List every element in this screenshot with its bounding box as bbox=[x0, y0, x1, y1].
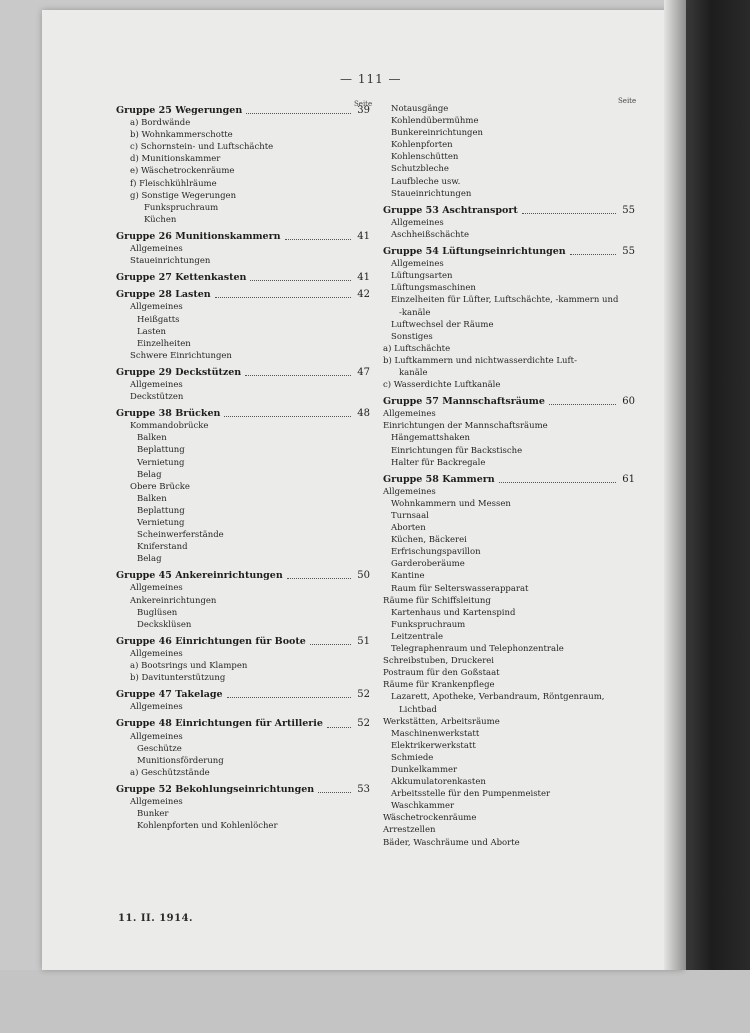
group-title: Gruppe 46 Einrichtungen für Boote bbox=[116, 635, 306, 647]
toc-subitem: b) Wohnkammerschotte bbox=[130, 130, 233, 141]
toc-subitem: Allgemeines bbox=[383, 486, 436, 497]
toc-subitem: a) Bordwände bbox=[130, 118, 191, 129]
group-title: Gruppe 26 Munitionskammern bbox=[116, 230, 281, 242]
toc-subitem: Aschheißschächte bbox=[391, 229, 469, 240]
toc-subitem: Laufbleche usw. bbox=[391, 176, 461, 187]
toc-subitem: Turnsaal bbox=[391, 511, 429, 521]
toc-subitem: Arbeitsstelle für den Pumpenmeister bbox=[391, 789, 551, 800]
page-reference: 50 bbox=[357, 570, 370, 582]
toc-subitem: Allgemeines bbox=[130, 379, 183, 390]
group-title: Gruppe 28 Lasten bbox=[116, 289, 211, 301]
group-title: Gruppe 38 Brücken bbox=[116, 408, 221, 420]
toc-subitem: Maschinenwerkstatt bbox=[391, 728, 480, 739]
group-title: Gruppe 53 Aschtransport bbox=[383, 204, 518, 216]
toc-subitem: Munitionsförderung bbox=[137, 755, 224, 766]
toc-subitem: Belag bbox=[137, 469, 162, 480]
toc-subitem: Aborten bbox=[391, 523, 426, 534]
toc-subitem: -kanäle bbox=[399, 307, 431, 318]
toc-subitem: Schwere Einrichtungen bbox=[130, 350, 232, 361]
toc-subitem: Allgemeines bbox=[130, 302, 183, 313]
toc-subitem: Raum für Selterswasserapparat bbox=[391, 583, 529, 594]
toc-subitem: Deckstützen bbox=[130, 392, 184, 403]
toc-subitem: Schutzbleche bbox=[391, 164, 449, 175]
group-title: Gruppe 27 Kettenkasten bbox=[116, 272, 247, 284]
toc-subitem: Bunker bbox=[137, 809, 169, 820]
toc-subitem: Halter für Backregale bbox=[391, 457, 486, 468]
toc-subitem: Einrichtungen für Backstische bbox=[391, 445, 523, 456]
toc-subitem: Balken bbox=[137, 433, 167, 444]
toc-group-heading bbox=[383, 474, 635, 486]
toc-subitem: Schmiede bbox=[391, 752, 434, 763]
page-reference: 61 bbox=[622, 473, 635, 485]
toc-subitem: Lasten bbox=[137, 326, 166, 337]
toc-subitem: b) Luftkammern und nichtwasserdichte Luft- bbox=[383, 355, 577, 366]
group-title: Gruppe 58 Kammern bbox=[383, 473, 495, 485]
toc-subitem: Dunkelkammer bbox=[391, 764, 458, 775]
toc-subitem: a) Bootsrings und Klampen bbox=[130, 661, 248, 672]
toc-group-heading bbox=[383, 205, 635, 217]
toc-subitem: Kommandobrücke bbox=[130, 421, 209, 432]
dot-leader bbox=[224, 416, 351, 417]
toc-subitem: Allgemeines bbox=[130, 583, 183, 594]
toc-subitem: a) Luftschächte bbox=[383, 343, 451, 354]
toc-subitem: Notausgänge bbox=[391, 104, 449, 114]
toc-subitem: Sonstiges bbox=[391, 331, 433, 342]
toc-subitem: Allgemeines bbox=[391, 217, 444, 228]
toc-group-heading bbox=[116, 289, 370, 301]
page-reference: 39 bbox=[357, 105, 370, 116]
toc-subitem: Leitzentrale bbox=[391, 631, 444, 642]
toc-group-heading bbox=[116, 570, 370, 582]
toc-group-heading bbox=[116, 105, 370, 117]
toc-subitem: Allgemeines bbox=[130, 702, 183, 713]
page-reference: 42 bbox=[357, 289, 370, 301]
group-title: Gruppe 25 Wegerungen bbox=[116, 105, 243, 116]
toc-subitem: Kohlenpforten bbox=[391, 140, 453, 151]
toc-subitem: Wohnkammern und Messen bbox=[391, 498, 511, 509]
toc-subitem: Räume für Schiffsleitung bbox=[383, 595, 491, 606]
toc-subitem: Allgemeines bbox=[391, 259, 444, 270]
seite-label-left: Seite bbox=[354, 100, 373, 108]
dot-leader bbox=[246, 113, 351, 114]
toc-group-heading bbox=[116, 367, 370, 379]
dot-leader bbox=[227, 697, 351, 698]
toc-subitem: Vernietung bbox=[137, 518, 185, 528]
group-title: Gruppe 48 Einrichtungen für Artillerie bbox=[116, 718, 323, 730]
toc-subitem: Vernietung bbox=[137, 457, 185, 468]
toc-subitem: Kohlenschütten bbox=[391, 152, 459, 163]
footer-date: 11. II. 1914. bbox=[118, 913, 194, 924]
dot-leader bbox=[570, 254, 616, 255]
toc-subitem: Kohlenpforten und Kohlenlöcher bbox=[137, 821, 278, 832]
toc-subitem: Werkstätten, Arbeitsräume bbox=[383, 716, 500, 727]
toc-group-heading bbox=[116, 689, 370, 701]
page-reference: 41 bbox=[357, 272, 370, 284]
toc-subitem: Räume für Krankenpflege bbox=[383, 680, 495, 691]
toc-subitem: Staueinrichtungen bbox=[391, 188, 472, 199]
dot-leader bbox=[522, 213, 616, 214]
dot-leader bbox=[245, 375, 351, 376]
page-reference: 53 bbox=[357, 783, 370, 795]
group-title: Gruppe 57 Mannschaftsräume bbox=[383, 396, 545, 408]
group-title: Gruppe 54 Lüftungseinrichtungen bbox=[383, 246, 566, 258]
toc-subitem: Kohlendübermühme bbox=[391, 116, 479, 127]
dot-leader bbox=[285, 239, 351, 240]
page-reference: 51 bbox=[357, 635, 370, 647]
dot-leader bbox=[215, 297, 351, 298]
page-reference: 55 bbox=[622, 246, 635, 258]
toc-subitem: Heißgatts bbox=[137, 314, 180, 325]
toc-subitem: Waschkammer bbox=[391, 801, 455, 812]
toc-subitem: c) Schornstein- und Luftschächte bbox=[130, 142, 274, 153]
toc-subitem: g) Sonstige Wegerungen bbox=[130, 190, 237, 201]
toc-subitem: Obere Brücke bbox=[130, 481, 190, 492]
toc-subitem: d) Munitionskammer bbox=[130, 154, 221, 165]
toc-subitem: e) Wäschetrockenräume bbox=[130, 166, 235, 177]
toc-subitem: Lazarett, Apotheke, Verbandraum, Röntgenraum, bbox=[391, 692, 605, 703]
toc-group-heading bbox=[116, 408, 370, 420]
seite-label-right: Seite bbox=[618, 97, 637, 105]
toc-group-heading bbox=[383, 246, 635, 258]
toc-subitem: Kniferstand bbox=[137, 542, 188, 553]
toc-subitem: Bunkereinrichtungen bbox=[391, 128, 483, 139]
dot-leader bbox=[327, 727, 351, 728]
page-reference: 60 bbox=[622, 396, 635, 408]
toc-subitem: Buglüsen bbox=[137, 607, 178, 618]
toc-subitem: Allgemeines bbox=[130, 796, 183, 807]
toc-group-heading bbox=[116, 718, 370, 730]
toc-subitem: Einzelheiten für Lüfter, Luftschächte, -kammern und bbox=[391, 295, 619, 306]
dot-leader bbox=[549, 404, 616, 405]
toc-subitem: Lüftungsmaschinen bbox=[391, 283, 476, 294]
toc-subitem: Funkspruchraum bbox=[391, 619, 466, 630]
group-title: Gruppe 52 Bekohlungseinrichtungen bbox=[116, 783, 315, 795]
toc-group-heading bbox=[116, 636, 370, 648]
toc-subitem: c) Wasserdichte Luftkanäle bbox=[383, 380, 501, 391]
toc-subitem: Lichtbad bbox=[399, 704, 437, 715]
scan-background-bottom bbox=[0, 970, 750, 1033]
toc-subitem: Postraum für den Goßstaat bbox=[383, 668, 500, 679]
toc-group-heading bbox=[116, 272, 370, 284]
group-title: Gruppe 29 Deckstützen bbox=[116, 366, 242, 378]
toc-subitem: Lüftungsarten bbox=[391, 271, 453, 282]
toc-subitem: Geschütze bbox=[137, 743, 182, 754]
toc-subitem: Staueinrichtungen bbox=[130, 256, 211, 267]
toc-subitem: Allgemeines bbox=[130, 648, 183, 659]
toc-subitem: Erfrischungspavillon bbox=[391, 547, 481, 558]
toc-subitem: Funkspruchraum bbox=[144, 202, 219, 213]
toc-subitem: Garderoberäume bbox=[391, 559, 465, 570]
toc-subitem: kanäle bbox=[399, 367, 428, 378]
right-toc-column bbox=[383, 103, 635, 849]
toc-subitem: Akkumulatorenkasten bbox=[391, 777, 486, 788]
toc-subitem: Elektrikerwerkstatt bbox=[391, 740, 476, 751]
toc-subitem: Telegraphenraum und Telephonzentrale bbox=[391, 644, 564, 655]
toc-subitem: Küchen bbox=[144, 214, 177, 225]
dot-leader bbox=[499, 482, 616, 483]
toc-subitem: Kantine bbox=[391, 571, 425, 582]
toc-subitem: Luftwechsel der Räume bbox=[391, 319, 494, 330]
dot-leader bbox=[318, 792, 351, 793]
toc-subitem: Kartenhaus und Kartenspind bbox=[391, 607, 516, 618]
toc-subitem: Einrichtungen der Mannschaftsräume bbox=[383, 421, 548, 432]
page-reference: 55 bbox=[622, 204, 635, 216]
toc-subitem: Allgemeines bbox=[383, 409, 436, 420]
scan-background-right bbox=[686, 0, 750, 1033]
toc-subitem: Arrestzellen bbox=[383, 825, 436, 836]
page-reference: 41 bbox=[357, 230, 370, 242]
page-number: — 111 — bbox=[340, 72, 402, 86]
toc-subitem: Beplattung bbox=[137, 505, 185, 516]
toc-group-heading bbox=[116, 231, 370, 243]
dot-leader bbox=[250, 280, 351, 281]
toc-subitem: f) Fleischkühlräume bbox=[130, 178, 217, 189]
toc-subitem: Belag bbox=[137, 554, 162, 565]
page-reference: 47 bbox=[357, 366, 370, 378]
group-title: Gruppe 45 Ankereinrichtungen bbox=[116, 570, 283, 582]
toc-subitem: Decksklüsen bbox=[137, 619, 192, 630]
toc-group-heading bbox=[116, 784, 370, 796]
toc-subitem: Scheinwerferstände bbox=[137, 530, 224, 541]
toc-subitem: a) Geschützstände bbox=[130, 767, 210, 778]
page-reference: 52 bbox=[357, 718, 370, 730]
toc-subitem: Bäder, Waschräume und Aborte bbox=[383, 837, 520, 848]
page-reference: 48 bbox=[357, 408, 370, 420]
group-title: Gruppe 47 Takelage bbox=[116, 689, 223, 701]
toc-subitem: Beplattung bbox=[137, 445, 185, 456]
toc-subitem: Wäschetrockenräume bbox=[383, 813, 477, 824]
toc-subitem: Allgemeines bbox=[130, 244, 183, 255]
dot-leader bbox=[310, 644, 351, 645]
toc-subitem: Ankereinrichtungen bbox=[130, 595, 217, 606]
toc-subitem: Hängemattshaken bbox=[391, 433, 470, 444]
left-toc-column bbox=[116, 105, 370, 832]
toc-subitem: Einzelheiten bbox=[137, 338, 191, 349]
toc-subitem: Balken bbox=[137, 493, 167, 504]
toc-subitem: Allgemeines bbox=[130, 731, 183, 742]
page-reference: 52 bbox=[357, 689, 370, 701]
toc-subitem: Schreibstuben, Druckerei bbox=[383, 656, 495, 667]
toc-group-heading bbox=[383, 396, 635, 408]
toc-subitem: Küchen, Bäckerei bbox=[391, 535, 467, 546]
toc-subitem: b) Davitunterstützung bbox=[130, 673, 226, 684]
page-edge-shadow bbox=[664, 0, 686, 970]
dot-leader bbox=[287, 578, 351, 579]
